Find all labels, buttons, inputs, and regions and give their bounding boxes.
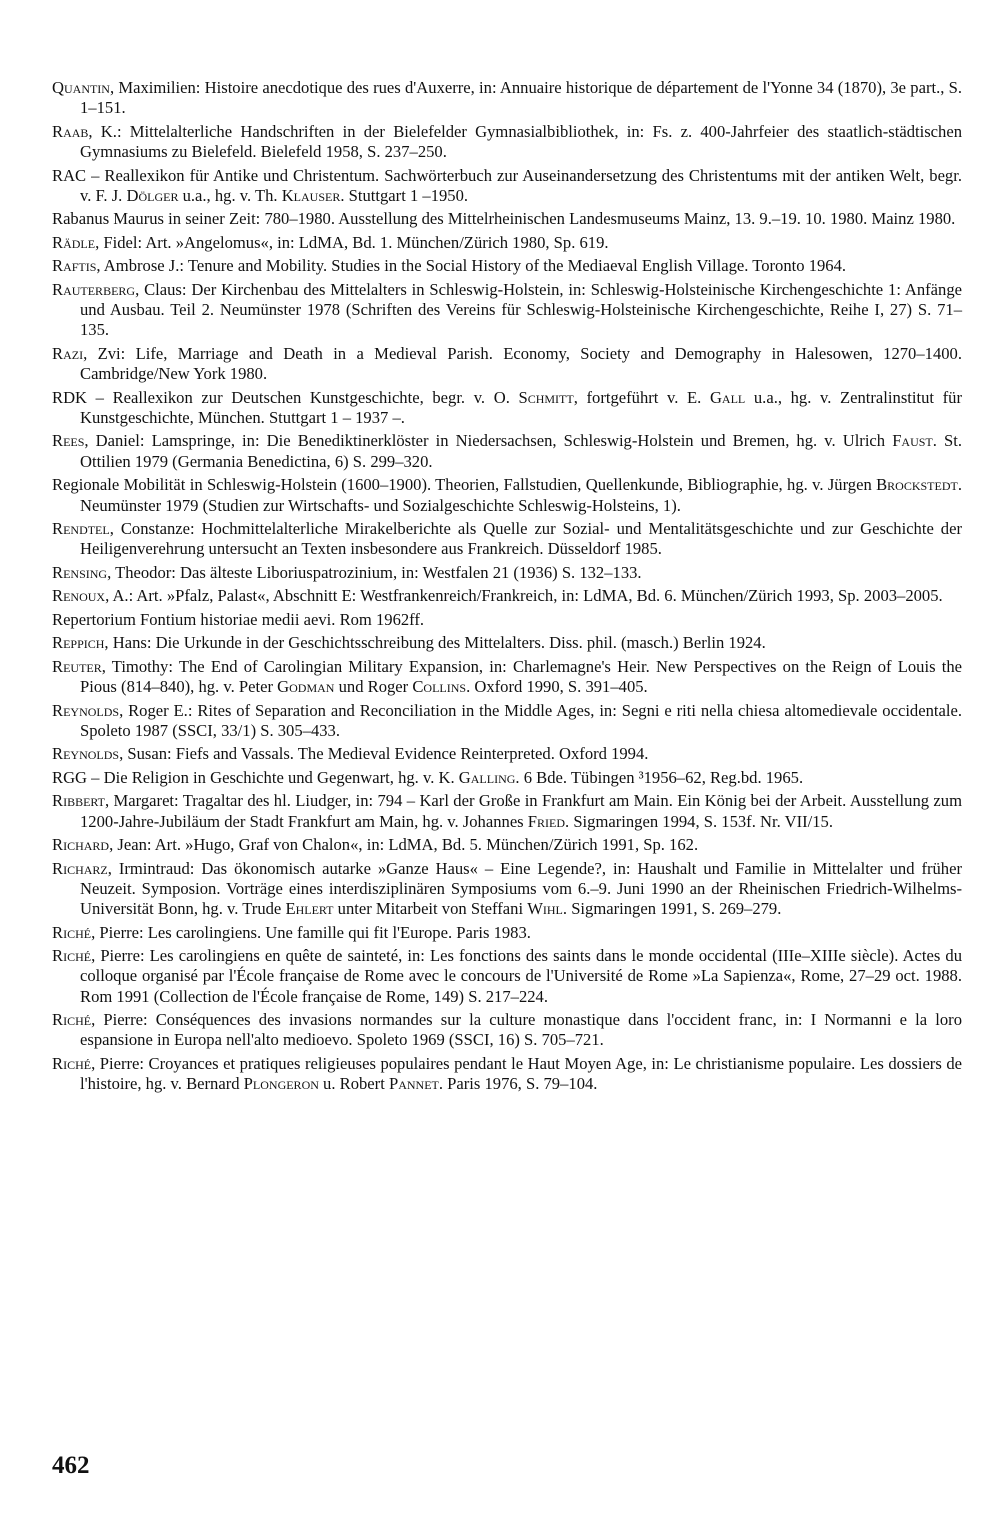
entry-text: . Stuttgart 1 –1950. xyxy=(340,185,469,205)
bibliography-entry xyxy=(52,701,962,742)
entry-text: RDK – Reallexikon zur Deutschen Kunstgeschichte, begr. v. O. xyxy=(52,387,519,407)
bibliography-entry xyxy=(52,563,962,583)
page-number: 462 xyxy=(52,1452,90,1479)
author-name: Fried xyxy=(527,811,566,831)
entry-text: , Zvi: Life, Marriage and Death in a Medieval Parish. Economy, Society and Demography in Halesowen, 1270–1400. Cambridge/New York 1980. xyxy=(80,343,962,384)
author-name: Riché xyxy=(52,922,92,942)
author-name: Riché xyxy=(52,1010,92,1030)
entry-text: , Hans: Die Urkunde in der Geschichtsschreibung des Mittelalters. Diss. phil. (masch.) Berlin 1924. xyxy=(104,633,766,653)
entry-text: Repertorium Fontium historiae medii aevi. Rom 1962ff. xyxy=(52,609,425,629)
entry-text: , Ambrose J.: Tenure and Mobility. Studies in the Social History of the Mediaeval English Village. Toronto 1964. xyxy=(96,256,847,276)
author-name: Pannet xyxy=(388,1074,439,1094)
bibliography-entry xyxy=(52,586,962,606)
author-name: Reppich xyxy=(52,633,105,653)
author-name: Collins xyxy=(412,677,467,697)
entry-text: u.a., hg. v. Th. xyxy=(178,185,282,205)
author-name: Raftis xyxy=(52,256,97,276)
entry-text: . St. Ottilien 1979 (Germania Benedictina, 6) S. 299–320. xyxy=(80,431,962,471)
entry-text: , Margaret: Tragaltar des hl. Liudger, in: 794 – Karl der Große in Frankfurt am Main. Ein König bei der Arbeit. Ausstellung zum 1200-Jahre-Jubiläum der Stadt Frankfurt am Main, hg. v. Johannes xyxy=(80,791,962,831)
entry-text: , Pierre: Conséquences des invasions normandes sur la culture monastique dans l'occident franc, in: I Normanni e la loro espansione in Europa nell'alto medioevo. Spoleto 1969 (SSCI, 16) S. 705–721. xyxy=(80,1010,962,1050)
author-name: Rees xyxy=(52,431,85,451)
entry-text: . Sigmaringen 1991, S. 269–279. xyxy=(562,899,782,919)
author-name: Klauser xyxy=(281,185,341,205)
bibliography-entry xyxy=(52,633,962,653)
entry-text: , Susan: Fiefs and Vassals. The Medieval Evidence Reinterpreted. Oxford 1994. xyxy=(119,744,649,764)
author-name: Ribbert xyxy=(52,791,106,811)
author-name: Rensing xyxy=(52,562,108,582)
bibliography-entry xyxy=(52,256,962,276)
author-name: Raab xyxy=(52,121,89,141)
entry-text: . Paris 1976, S. 79–104. xyxy=(438,1074,598,1094)
bibliography-list xyxy=(52,78,962,1098)
bibliography-entry xyxy=(52,233,962,253)
entry-text: und Roger xyxy=(334,677,413,697)
entry-text: , Pierre: Les carolingiens. Une famille qui fit l'Europe. Paris 1983. xyxy=(91,922,531,942)
entry-text: , Fidel: Art. »Angelomus«, in: LdMA, Bd. 1. München/Zürich 1980, Sp. 619. xyxy=(95,232,609,252)
entry-text: , Irmintraud: Das ökonomisch autarke »Ganze Haus« – Eine Legende?, in: Haushalt und Familie in Mittelalter und früher Neuzeit. Symposion. Vorträge eines interdisziplinären Symposiums vom 6.–9. Juni 1990 an der Rheinischen Friedrich-Wilhelms-Universität Bonn, hg. v. Trude xyxy=(80,858,962,919)
entry-text: , Claus: Der Kirchenbau des Mittelalters in Schleswig-Holstein, in: Schleswig-Holsteinische Kirchengeschichte 1: Anfänge und Ausbau. Teil 2. Neumünster 1978 (Schriften des Vereins für Schleswig-Holsteinische Kirchengeschichte, Reihe I, 27) S. 71–135. xyxy=(80,279,962,340)
entry-text: , A.: Art. »Pfalz, Palast«, Abschnitt E: Westfrankenreich/Frankreich, in: LdMA, Bd. 6. München/Zürich 1993, Sp. 2003–2005. xyxy=(105,586,943,606)
bibliography-entry xyxy=(52,122,962,163)
entry-text: , Timothy: The End of Carolingian Military Expansion, in: Charlemagne's Heir. New Perspectives on the Reign of Louis the Pious (814–840), hg. v. Peter xyxy=(80,656,962,697)
entry-text: . Neumünster 1979 (Studien zur Wirtschafts- und Sozialgeschichte Schleswig-Holsteins, 1). xyxy=(80,475,962,515)
entry-text: unter Mitarbeit von Steffani xyxy=(333,899,528,919)
author-name: Richard xyxy=(52,835,110,855)
bibliography-entry xyxy=(52,610,962,630)
author-name: Faust xyxy=(892,431,933,451)
entry-text: u. Robert xyxy=(318,1074,389,1094)
bibliography-entry xyxy=(52,1010,962,1051)
author-name: Schmitt xyxy=(518,387,574,407)
author-name: Godman xyxy=(277,677,335,697)
bibliography-entry xyxy=(52,475,962,516)
bibliography-entry xyxy=(52,1054,962,1095)
author-name: Richarz xyxy=(52,858,108,878)
entry-text: . Sigmaringen 1994, S. 153f. Nr. VII/15. xyxy=(565,811,833,831)
bibliography-entry xyxy=(52,768,962,788)
author-name: Wihl xyxy=(527,899,563,919)
author-name: Reuter xyxy=(52,656,102,676)
bibliography-entry xyxy=(52,923,962,943)
author-name: Rauterberg xyxy=(52,279,136,299)
entry-text: . Oxford 1990, S. 391–405. xyxy=(466,677,648,697)
entry-text: , Theodor: Das älteste Liboriuspatrozinium, in: Westfalen 21 (1936) S. 132–133. xyxy=(107,562,642,582)
entry-text: , K.: Mittelalterliche Handschriften in der Bielefelder Gymnasialbibliothek, in: Fs. z. 400-Jahrfeier des staatlich-städtischen Gymnasiums zu Bielefeld. Bielefeld 1958, S. 237–250. xyxy=(80,121,962,162)
author-name: Razi xyxy=(52,343,84,363)
author-name: Reynolds xyxy=(52,700,120,720)
bibliography-entry xyxy=(52,791,962,832)
bibliography-entry xyxy=(52,835,962,855)
author-name: Gall xyxy=(709,387,746,407)
bibliography-entry xyxy=(52,946,962,1007)
author-name: Renoux xyxy=(52,586,106,606)
entry-text: , Constanze: Hochmittelalterliche Mirakelberichte als Quelle zur Sozial- und Mentalitätsgeschichte und zur Geschichte der Heiligenverehrung untersucht an Texten insbesondere aus Frankreich. Düsseldorf 1985. xyxy=(80,519,962,559)
bibliography-entry xyxy=(52,78,962,119)
entry-text: , fortgeführt v. E. xyxy=(573,387,710,407)
author-name: Galling xyxy=(458,767,516,787)
bibliography-entry xyxy=(52,280,962,341)
author-name: Ehlert xyxy=(285,899,334,919)
bibliography-entry xyxy=(52,344,962,385)
entry-text: Rabanus Maurus in seiner Zeit: 780–1980. Ausstellung des Mittelrheinischen Landesmuseums Mainz, 13. 9.–19. 10. 1980. Mainz 1980. xyxy=(52,209,956,229)
author-name: Quantin xyxy=(52,78,110,97)
bibliography-entry xyxy=(52,859,962,920)
author-name: Riché xyxy=(52,1053,92,1073)
author-name: Plongeron xyxy=(243,1074,319,1094)
author-name: Rendtel xyxy=(52,519,110,538)
entry-text: RAC – Reallexikon für Antike und Christentum. Sachwörterbuch zur Auseinandersetzung des Christentums mit der antiken Welt, begr. v. F. J. xyxy=(52,165,962,205)
entry-text: , Roger E.: Rites of Separation and Reconciliation in the Middle Ages, in: Segni e riti nella chiesa altomedievale occidentale. Spoleto 1987 (SSCI, 33/1) S. 305–433. xyxy=(80,700,962,740)
entry-text: , Maximilien: Histoire anecdotique des rues d'Auxerre, in: Annuaire historique de département de l'Yonne 34 (1870), 3e part., S. 1–151. xyxy=(80,78,962,118)
bibliography-entry xyxy=(52,431,962,472)
entry-text: , Daniel: Lamspringe, in: Die Benediktinerklöster in Niedersachsen, Schleswig-Holstein und Bremen, hg. v. Ulrich xyxy=(84,431,893,451)
bibliography-entry xyxy=(52,209,962,229)
author-name: Reynolds xyxy=(52,744,120,764)
entry-text: . 6 Bde. Tübingen ³1956–62, Reg.bd. 1965. xyxy=(515,767,804,787)
bibliography-entry xyxy=(52,388,962,429)
author-name: Riché xyxy=(52,946,92,966)
bibliography-entry xyxy=(52,519,962,560)
entry-text: Regionale Mobilität in Schleswig-Holstein (1600–1900). Theorien, Fallstudien, Quellenkunde, Bibliographie, hg. v. Jürgen xyxy=(52,475,877,495)
author-name: Brockstedt xyxy=(876,475,958,495)
author-name: Rädle xyxy=(52,232,96,252)
entry-text: , Jean: Art. »Hugo, Graf von Chalon«, in: LdMA, Bd. 5. München/Zürich 1991, Sp. 162. xyxy=(109,835,699,855)
bibliography-entry xyxy=(52,657,962,698)
entry-text: RGG – Die Religion in Geschichte und Gegenwart, hg. v. K. xyxy=(52,767,459,787)
entry-text: , Pierre: Croyances et pratiques religieuses populaires pendant le Haut Moyen Age, in: Le christianisme populaire. Les dossiers de l'histoire, hg. v. Bernard xyxy=(80,1053,962,1094)
bibliography-entry xyxy=(52,744,962,764)
entry-text: , Pierre: Les carolingiens en quête de sainteté, in: Les fonctions des saints dans le monde occidental (IIIe–XIIIe siècle). Actes du colloque organisé par l'École française de Rome avec le concours de l'Université de Rome »La Sapienza«, Rome, 27–29 oct. 1988. Rom 1991 (Collection de l'École française de Rome, 149) S. 217–224. xyxy=(80,946,962,1006)
author-name: Dölger xyxy=(126,185,179,205)
entry-text: u.a., hg. v. Zentralinstitut für Kunstgeschichte, München. Stuttgart 1 – 1937 –. xyxy=(80,387,962,427)
bibliography-entry xyxy=(52,166,962,207)
